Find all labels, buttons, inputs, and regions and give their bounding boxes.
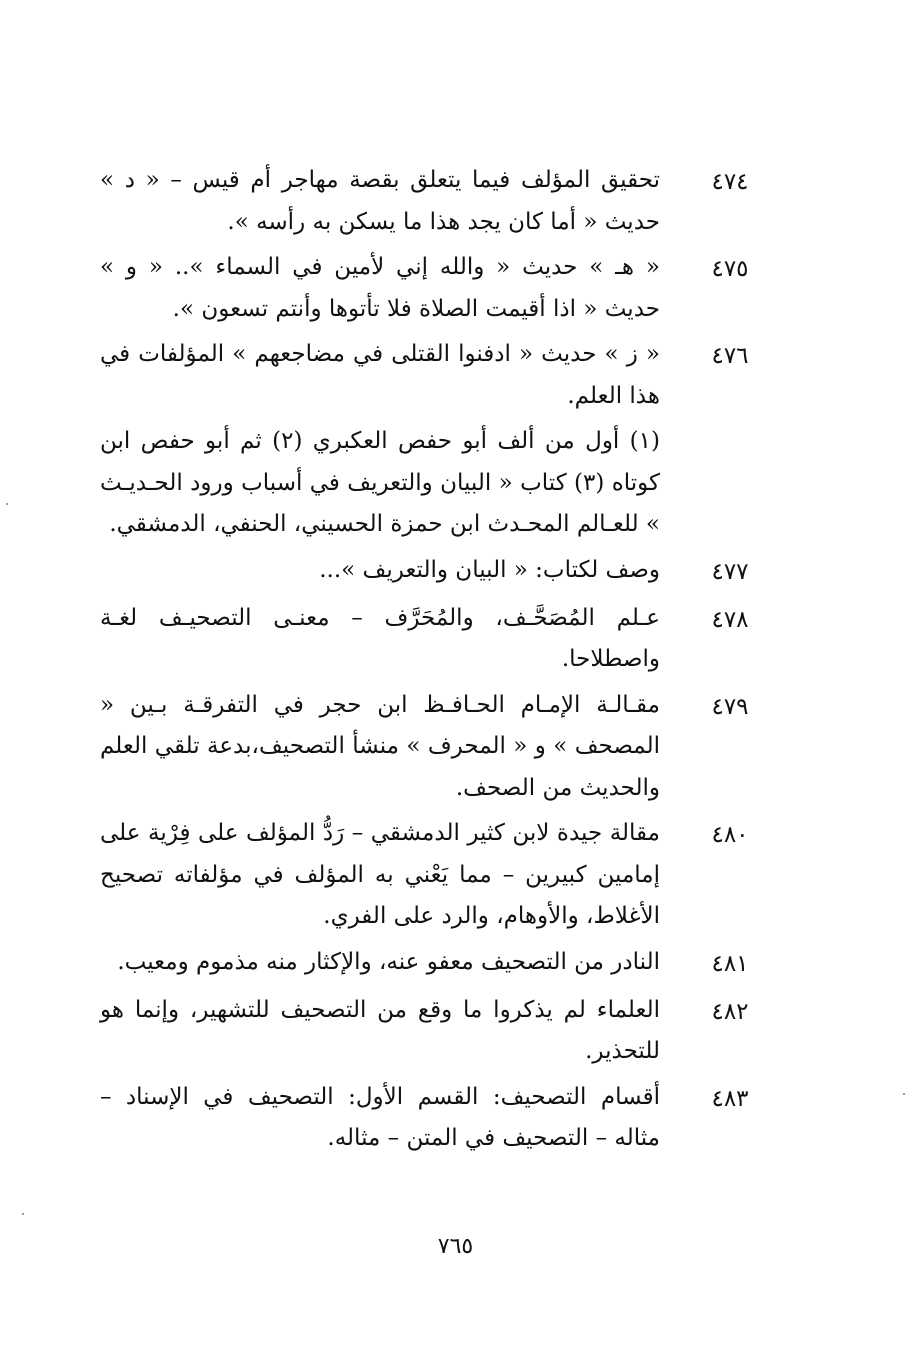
entry-number: ٤٧٧ bbox=[711, 558, 749, 585]
entry-text: « ز » حديث « ادفنوا القتلى في مضاجعهم » المؤلفات في هذا العلم. bbox=[100, 341, 660, 409]
entry-number: ٤٨٣ bbox=[711, 1085, 749, 1112]
toc-entry-475 bbox=[100, 247, 800, 330]
entry-text: عـلم المُصَحَّـف، والمُحَرَّف – معنـى التصحيـف لغـة واصطلاحا. bbox=[100, 604, 660, 672]
table-of-contents bbox=[100, 160, 800, 1164]
scan-speck bbox=[6, 503, 8, 505]
entry-text: « هـ » حديث « والله إني لأمين في السماء ».. « و » حديث « اذا أقيمت الصلاة فلا تأتوها وأنتم تسعون ». bbox=[100, 254, 660, 322]
entry-text: (١) أول من ألف أبو حفص العكبري (٢) ثم أبو حفص ابن كوتاه (٣) كتاب « البيان والتعريف في أسباب ورود الحـديـث » للعـالم المحـدث ابن حمزة الحسيني، الحنفي، الدمشقي. bbox=[100, 428, 660, 537]
entry-number: ٤٨٠ bbox=[711, 822, 749, 848]
entry-text: النادر من التصحيف معفو عنه، والإكثار منه مذموم ومعيب. bbox=[117, 948, 660, 975]
entry-text: العلماء لم يذكروا ما وقع من التصحيف للتشهير، وإنما هو للتحذير. bbox=[100, 996, 660, 1064]
toc-entry-480 bbox=[100, 813, 800, 938]
entry-number: ٤٨٢ bbox=[711, 998, 749, 1025]
toc-entry-483 bbox=[100, 1077, 800, 1160]
toc-entry-476-continued bbox=[100, 421, 800, 546]
page-number: ٧٦٥ bbox=[437, 1234, 474, 1259]
entry-text: وصف لكتاب: « البيان والتعريف »... bbox=[319, 556, 660, 583]
toc-entry-482 bbox=[100, 990, 800, 1073]
entry-number: ٤٧٥ bbox=[711, 256, 749, 282]
entry-text: مقـالـة الإمـام الحـافـظ ابن حجر في التفرقـة بـين « المصحف » و « المحرف » منشأ التصحيف،بدعة تلقي العلم والحديث من الصحف. bbox=[100, 691, 660, 801]
toc-entry-476 bbox=[100, 334, 800, 417]
toc-entry-479 bbox=[100, 685, 800, 810]
toc-entry-477 bbox=[100, 550, 800, 594]
entry-number: ٤٧٤ bbox=[711, 169, 749, 195]
entry-text: أقسام التصحيف: القسم الأول: التصحيف في الإسناد – مثاله – التصحيف في المتن – مثاله. bbox=[100, 1083, 660, 1151]
entry-number: ٤٧٩ bbox=[711, 693, 749, 720]
scan-speck bbox=[903, 1093, 905, 1095]
toc-entry-474 bbox=[100, 160, 800, 243]
entry-text: تحقيق المؤلف فيما يتعلق بقصة مهاجر أم قيس – « د » حديث « أما كان يجد هذا ما يسكن به رأسه ». bbox=[100, 167, 660, 235]
scan-speck bbox=[22, 1213, 24, 1215]
entry-number: ٤٨١ bbox=[711, 950, 749, 977]
entry-number: ٤٧٦ bbox=[711, 343, 749, 369]
toc-entry-481 bbox=[100, 942, 800, 986]
entry-number: ٤٧٨ bbox=[711, 606, 749, 633]
entry-text: مقالة جيدة لابن كثير الدمشقي – رَدُّ المؤلف على فِرْية على إمامين كبيرين – مما يَعْني به المؤلف في مؤلفاته تصحيح الأغلاط، والأوهام، والرد على الفري. bbox=[100, 820, 660, 929]
toc-entry-478 bbox=[100, 598, 800, 681]
